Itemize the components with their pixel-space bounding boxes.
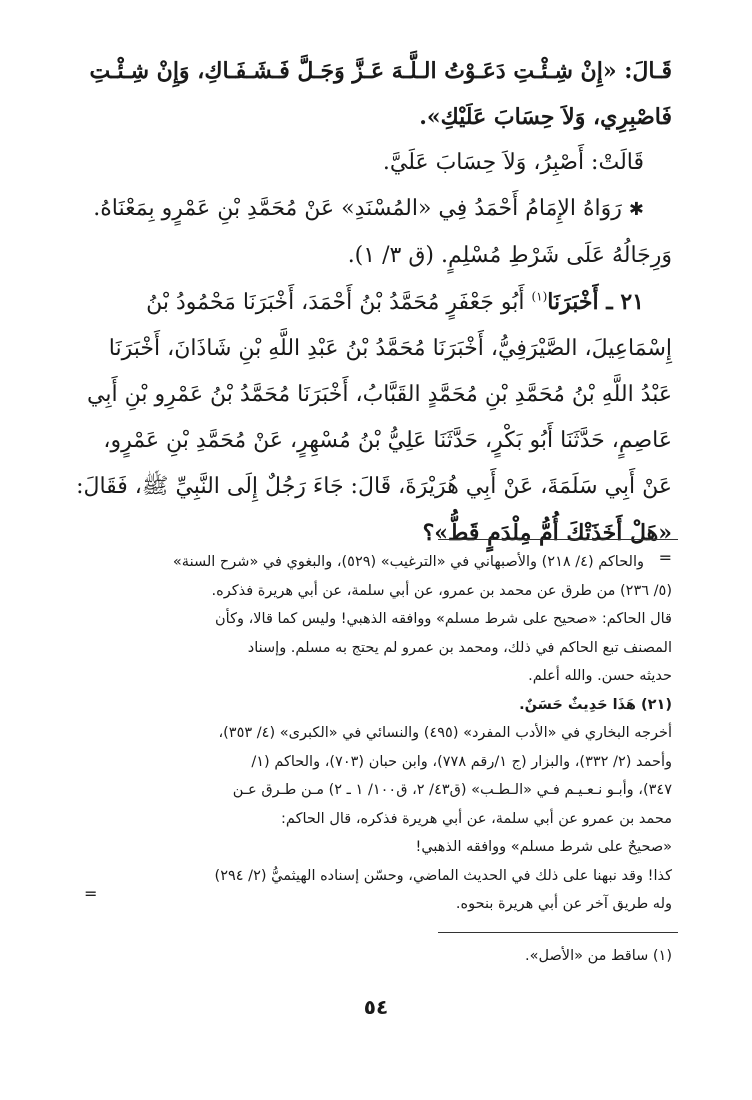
footnote-line: (٥/ ٢٣٦) من طرق عن محمد بن عمرو، عن أبي سلمة، عن أبي هريرة فذكره.	[211, 582, 672, 599]
main-line	[70, 279, 672, 326]
continuation-mark: =	[84, 884, 98, 903]
footnote-line: «صحيحٌ على شرط مسلم» ووافقه الذهبي!	[415, 839, 672, 855]
footnote-line: والحاكم (٤/ ٢١٨) والأصبهاني في «الترغيب» (٥٢٩)، والبغوي في «شرح السنة»	[172, 554, 644, 570]
main-line: عَنْ أَبِي سَلَمَةَ، عَنْ أَبِي هُرَيْرَةَ، قَالَ: جَاءَ رَجُلٌ إِلَى النَّبِيِّ ﷺ، فَقَالَ:	[76, 474, 672, 499]
main-line: وَرِجَالُهُ عَلَى شَرْطِ مُسْلِمٍ. (ق ٣/ ١).	[347, 243, 672, 268]
footnote-divider	[438, 539, 678, 540]
hadith-number: ٢١ ـ أَخْبَرَنَا	[547, 289, 644, 315]
footnote-line: وأحمد (٢/ ٣٣٢)، والبزار (ج ١/رقم ٧٧٨)، وابن حبان (٧٠٣)، والحاكم (١/	[251, 753, 672, 770]
footnote-line: ٣٤٧)، وأبـو نـعـيـم فـي «الـطـب» (ق٤٣/ ٢، ق١٠٠/ ١ ـ ٢) مـن طـرق عـن	[232, 782, 672, 798]
continuation-mark: =	[658, 548, 672, 567]
footnote-line: أخرجه البخاري في «الأدب المفرد» (٤٩٥) والنسائي في «الكبرى» (٤/ ٣٥٣)،	[218, 725, 672, 741]
star-icon: ✱	[628, 199, 644, 220]
source-note: (١) ساقط من «الأصل».	[525, 948, 672, 964]
main-line	[70, 186, 672, 233]
main-line: إِسْمَاعِيلَ، الصَّيْرَفِيُّ، أَخْبَرَنَا مُحَمَّدُ بْنُ عَبْدِ اللَّهِ بْنِ شَاذَانَ، أَخْبَرَنَا	[108, 336, 672, 361]
note-divider	[438, 932, 678, 933]
footnote-line: كذا! وقد نبهنا على ذلك في الحديث الماضي، وحسّن إسناده الهيثميُّ (٢/ ٢٩٤)	[214, 867, 672, 884]
main-line: عَاصِمٍ، حَدَّثَنَا أَبُو بَكْرٍ، حَدَّثَنَا عَلِيُّ بْنُ مُسْهِرٍ، عَنْ مُحَمَّدِ بْنِ عَمْرٍو،	[103, 428, 672, 453]
footnotes	[70, 548, 672, 919]
main-line: فَاصْبِرِي، وَلاَ حِسَابَ عَلَيْكِ».	[419, 104, 672, 130]
main-line-text: رَوَاهُ الإِمَامُ أَحْمَدُ فِي «المُسْنَدِ» عَنْ مُحَمَّدِ بْنِ عَمْرٍو بِمَعْنَاهُ.	[93, 196, 622, 221]
main-line: قَالَتْ: أَصْبِرُ، وَلاَ حِسَابَ عَلَيَّ.	[382, 150, 644, 175]
main-line-text: أَبُو جَعْفَرٍ مُحَمَّدُ بْنُ أَحْمَدَ، أَخْبَرَنَا مَحْمُودُ بْنُ	[146, 290, 525, 315]
footnote-line: قال الحاكم: «صحيح على شرط مسلم» ووافقه الذهبي! وليس كما قالا، وكأن	[215, 611, 672, 627]
main-line: قَـالَ: «إِنْ شِـئْـتِ دَعَـوْتُ الـلَّـهَ عَـزَّ وَجَـلَّ فَـشَـفَـاكِ، وَإِنْ شِـئْـتِ	[89, 58, 672, 84]
footnote-ref: (١)	[531, 289, 548, 304]
footnote-line: محمد بن عمرو عن أبي سلمة، عن أبي هريرة فذكره، قال الحاكم:	[281, 810, 672, 827]
footnote-line: المصنف تبع الحاكم في ذلك، ومحمد بن عمرو لم يحتج به مسلم. وإسناد	[247, 639, 672, 656]
footnote-line: حديثه حسن. والله أعلم.	[528, 668, 672, 684]
main-line: عَبْدُ اللَّهِ بْنُ مُحَمَّدِ بْنِ مُحَمَّدٍ القَبَّابُ، أَخْبَرَنَا مُحَمَّدُ بْنُ عَمْرِو بْنِ أَبِي	[87, 382, 672, 407]
main-line: «هَلْ أَخَذَتْكَ أُمُّ مِلْدَمٍ قَطُّ»؟	[422, 520, 672, 546]
page-number: ٥٤	[363, 995, 389, 1019]
footnote-heading: (٢١) هَذَا حَدِيثٌ حَسَنٌ.	[519, 696, 672, 713]
footnote-line: وله طريق آخر عن أبي هريرة بنحوه.	[455, 896, 672, 912]
main-text	[70, 48, 672, 556]
